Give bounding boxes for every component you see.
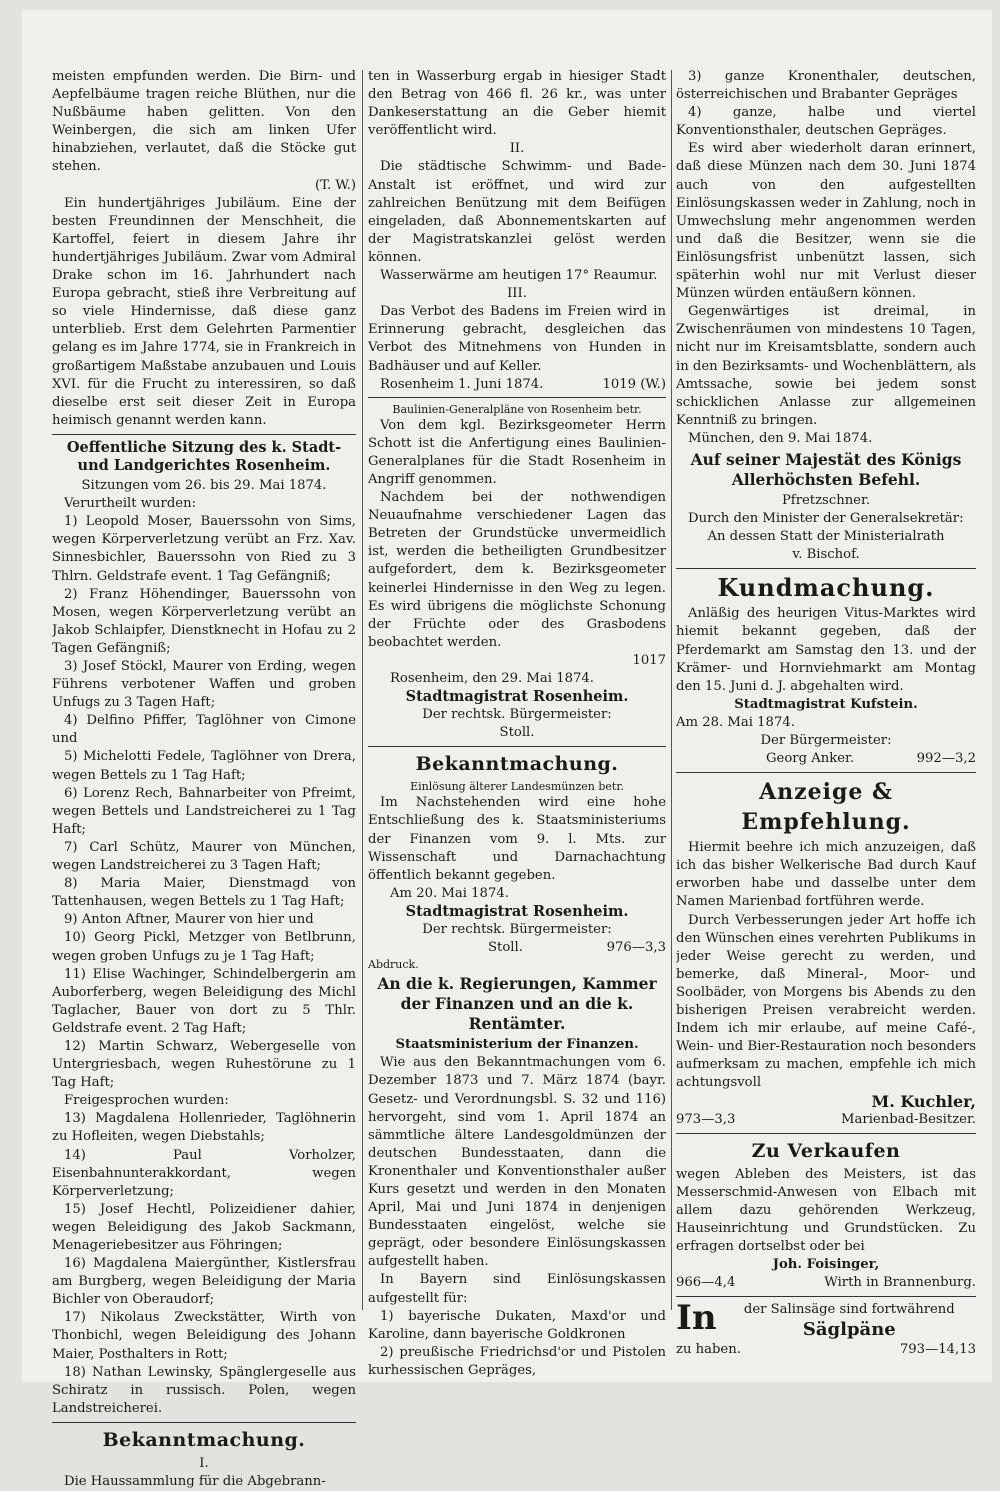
column-2 <box>368 68 666 1380</box>
article-text: Das Verbot des Badens im Freien wird in Erinnerung gebracht, desgleichen das Verbot des Mitnehmens von Hunden in Badhäuser und auf Keller. <box>368 304 666 374</box>
article-text: Gegenwärtiges ist dreimal, in Zwischenräumen von mindestens 10 Tagen, nicht nur im Kreisamtsblatte, sondern auch in den Bezirksamts- und Wochenblättern, als Amtssache, sowie bei jedem sonst schicklichen Anlasse zur allgemeinen Kenntniß zu bringen. <box>676 304 976 428</box>
reference-number: 1019 (W.) <box>602 376 666 392</box>
list-item: 12) Martin Schwarz, Webergeselle von Untergriesbach, wegen Ruhestörune zu 1 Tag Haft; <box>52 1038 356 1091</box>
section-heading: Oeffentliche Sitzung des k. Stadt- und Landgerichtes Rosenheim. <box>66 438 342 474</box>
announcement-heading: Bekanntmachung. <box>415 753 619 776</box>
signatory-name: Georg Anker. <box>766 751 855 767</box>
list-item: 15) Josef Hechtl, Polizeidiener dahier, wegen Beleidigung des Jakob Sackmann, Menageriebesitzer aus Föhringen; <box>52 1201 356 1253</box>
ad-heading: Zu Verkaufen <box>751 1139 901 1162</box>
divider <box>368 397 666 398</box>
announcement-heading: Bekanntmachung. <box>102 1428 306 1451</box>
coin-list <box>368 1308 666 1380</box>
divider <box>368 746 666 747</box>
list-item: 11) Elise Wachinger, Schindelbergerin am Auborferberg, wegen Beleidigung des Michl Taglacher, Bauer von dort zu 5 Thlr. Geldstrafe event. 2 Tag Haft; <box>52 966 356 1036</box>
article-text: Von dem kgl. Bezirksgeometer Herrn Schott ist die Anfertigung eines Baulinien-Generalplanes für die Stadt Rosenheim in Angriff genommen. <box>368 417 666 487</box>
divider <box>52 1422 356 1423</box>
authority-heading: Auf seiner Majestät des Königs Allerhöchsten Befehl. <box>690 449 962 489</box>
column-3 <box>676 68 976 1360</box>
reference-number: 793—14,13 <box>899 1342 976 1358</box>
list-item: 3) ganze Kronenthaler, deutschen, österreichischen und Brabanter Gepräges <box>676 69 976 103</box>
list-item: 8) Maria Maier, Dienstmagd von Tattenhausen, wegen Bettels zu 1 Tag Haft; <box>52 876 356 910</box>
date-text: Am 20. Mai 1874. <box>390 885 509 901</box>
article-text: Hiermit beehre ich mich anzuzeigen, daß ich das bisher Welkerische Bad durch Kauf erworben habe und dasselbe unter dem Namen Marienbad fortführen werde. <box>676 840 976 910</box>
article-text: Ein hundertjähriges Jubiläum. Eine der besten Freundinnen der Menschheit, die Kartoffel, feiert in diesem Jahre ihr hundertjähriges Jubiläum. Zwar vom Admiral Drake schon im 16. Jahrhundert nach Europa gebracht, stieß ihre Verbreitung auf so viele Hindernisse, daß diese ganz unterblieb. Erst dem Gelehrten Parmentier gelang es im Jahre 1774, sie in Frankreich in großartigem Maßstabe anzubauen und Louis XVI. für die Frucht zu interessiren, so daß dieselbe erst seit dieser Zeit in Europa heimisch genannt werden kann. <box>52 195 356 428</box>
list-item: 4) ganze, halbe und viertel Konventionsthaler, deutschen Gepräges. <box>676 105 976 139</box>
verdict-list <box>52 513 356 1092</box>
ad-text: zu haben. <box>676 1342 741 1358</box>
issuer-name: Stadtmagistrat Rosenheim. <box>405 902 629 920</box>
list-item: 1) bayerische Dukaten, Maxd'or und Karoline, dann bayerische Goldkronen <box>368 1308 666 1342</box>
article-text: In Bayern sind Einlösungskassen aufgestellt für: <box>368 1272 666 1306</box>
divider <box>676 1133 976 1134</box>
article-text: Die städtische Schwimm- und Bade-Anstalt ist eröffnet, und wird zur zahlreichen Benützung mit dem Beifügen eingeladen, daß Abonnementskarten auf der Magistratskanzlei gelöst werden können. <box>368 159 666 265</box>
article-text: Im Nachstehenden wird eine hohe Entschließung des k. Staatsministeriums der Finanzen vom 9. l. Mts. zur Wissenschaft und Darnachachtung öffentlich bekannt gegeben. <box>368 795 666 883</box>
ad-item: Säglpäne <box>802 1319 896 1341</box>
list-item: 9) Anton Aftner, Maurer von hier und <box>64 912 314 928</box>
advertiser-role: Wirth in Brannenburg. <box>824 1275 976 1291</box>
author-initials: (T. W.) <box>315 177 356 193</box>
subject-line: Einlösung älterer Landesmünzen betr. <box>410 780 624 794</box>
signatory-name: v. Bischof. <box>792 547 860 563</box>
divider <box>676 772 976 773</box>
ministry-name: Staatsministerium der Finanzen. <box>395 1037 639 1053</box>
list-item: 3) Josef Stöckl, Maurer von Erding, wegen Führens verbotener Waffen und groben Unfugs zu 3 Tagen Haft; <box>52 659 356 711</box>
date-text: Am 28. Mai 1874. <box>676 714 795 730</box>
coin-list <box>676 68 976 140</box>
signature-line <box>676 750 976 768</box>
advertiser-name: M. Kuchler, <box>871 1091 976 1111</box>
list-item: 2) Franz Höhendinger, Bauerssohn von Mosen, wegen Körperverletzung verübt an Jakob Schlaipfer, Dienstknecht in Hofau zu 2 Tagen Gefängniß; <box>52 586 356 656</box>
list-item: 1) Leopold Moser, Bauerssohn von Sims, wegen Körperverletzung verübt an Frz. Xav. Sinnesbichler, Bauerssohn von Ried zu 3 Thlrn. Geldstrafe event. 1 Tag Gefängniß; <box>52 514 356 584</box>
article-text: ten in Wasserburg ergab in hiesiger Stadt den Betrag von 466 fl. 26 kr., was unter Dankeserstattung an die Geber hiemit veröffentlicht wird. <box>368 69 666 139</box>
signature-line <box>368 939 666 957</box>
article-text: Wasserwärme am heutigen 17° Reaumur. <box>380 268 658 284</box>
list-item: 16) Magdalena Maiergünther, Kistlersfrau am Burgberg, wegen Beleidigung der Maria Bichler von Oberaudorf; <box>52 1256 356 1308</box>
signatory-name: Pfretzschner. <box>781 492 871 508</box>
reference-number: 1017 <box>632 652 666 668</box>
label-text: Freigesprochen wurden: <box>64 1093 229 1109</box>
article-text: wegen Ableben des Meisters, ist das Messerschmid-Anwesen von Elbach mit allem dazu gehörenden Werkzeug, Hauseinrichtung und Grundstücken. Zu erfragen dortselbst oder bei <box>676 1166 976 1255</box>
article-text: Es wird aber wiederholt daran erinnert, daß diese Münzen nach dem 30. Juni 1874 auch von den aufgestellten Einlösungskassen weder in Zahlung, noch in Umwechslung mehr angenommen werden und daß die Besitzer, wenn sie die Einlösungsfrist unbenützt lassen, sich späterhin wohl nur mit Verlust dieser Münzen würden entäußern können. <box>676 141 976 302</box>
signature-line <box>676 1111 976 1129</box>
article-text: Durch Verbesserungen jeder Art hoffe ich den Wünschen eines verehrten Publikums in jeder Weise gerecht zu werden, und bemerke, daß Mineral-, Moor- und Soolbäder, von Morgens bis Abends zu den bisherigen Preisen verabreicht werden. Indem ich mir erlaube, auf meine Café-, Wein- und Bier-Restauration noch besonders aufmerksam zu machen, empfehle ich mich achtungsvoll <box>676 912 976 1091</box>
article-text: meisten empfunden werden. Die Birn- und Aepfelbäume tragen reiche Blüthen, nur die Nußbäume haben gelitten. Von den Weinbergen, die sich am linken Ufer hinabziehen, verlautet, daß die Stöcke gut stehen. <box>52 69 356 175</box>
signature-line <box>676 1274 976 1292</box>
signature-line <box>676 1341 976 1359</box>
list-item: 13) Magdalena Hollenrieder, Taglöhnerin zu Hofleiten, wegen Diebstahls; <box>52 1111 356 1145</box>
small-ad <box>676 1298 976 1359</box>
list-item: 18) Nathan Lewinsky, Spänglergeselle aus Schiratz in russisch. Polen, wegen Landstreicherei. <box>52 1364 356 1416</box>
date-text: München, den 9. Mai 1874. <box>688 430 873 446</box>
subject-line: Baulinien-Generalpläne von Rosenheim betr. <box>392 402 642 416</box>
section-number: I. <box>199 1455 209 1471</box>
divider <box>676 568 976 569</box>
list-item: 2) preußische Friedrichsd'or und Pistolen kurhessischen Gepräges, <box>368 1344 666 1378</box>
article-text: Anläßig des heurigen Vitus-Marktes wird hiemit bekannt gegeben, daß der Pferdemarkt am Samstag den 13. und der Krämer- und Hornviehmarkt am Montag den 15. Juni d. J. abgehalten wird. <box>676 606 976 694</box>
reference-number: 966—4,4 <box>676 1275 736 1291</box>
list-item: 17) Nikolaus Zweckstätter, Wirth von Thonbichl, wegen Beleidigung des Johann Maier, Posthalters in Rott; <box>52 1310 356 1362</box>
list-item: 10) Georg Pickl, Metzger von Betlbrunn, wegen groben Unfugs zu je 1 Tag Haft; <box>52 930 356 964</box>
divider <box>52 434 356 435</box>
issuer-name: Stadtmagistrat Kufstein. <box>734 696 918 712</box>
label-text: Durch den Minister der Generalsekretär: <box>688 511 964 527</box>
column-1 <box>52 68 356 1491</box>
column-divider <box>671 70 672 1310</box>
list-item: 5) Michelotti Fedele, Taglöhner von Drera, wegen Bettels zu 1 Tag Haft; <box>52 749 356 783</box>
label-text: Verurtheilt wurden: <box>64 496 197 512</box>
list-item: 6) Lorenz Rech, Bahnarbeiter von Pfreimt, wegen Bettels und Landstreicherei zu 1 Tag Haft; <box>52 785 356 837</box>
notice-heading: Kundmachung. <box>717 573 935 603</box>
signatory-title: Der Bürgermeister: <box>760 733 892 748</box>
reference-number: 992—3,2 <box>916 751 976 767</box>
session-dates: Sitzungen vom 26. bis 29. Mai 1874. <box>81 478 327 494</box>
article-text: Die Haussammlung für die Abgebrann- <box>64 1474 326 1490</box>
signatory-name: Stoll. <box>488 940 523 956</box>
reference-number: 976—3,3 <box>606 940 666 956</box>
acquittal-list <box>52 1110 356 1418</box>
reference-number: 973—3,3 <box>676 1111 736 1127</box>
ad-heading: Anzeige & Empfehlung. <box>741 779 911 836</box>
initial-text: In <box>676 1298 717 1339</box>
dateline <box>368 376 666 394</box>
date-text: Rosenheim 1. Juni 1874. <box>380 376 544 392</box>
signatory-title: Der rechtsk. Bürgermeister: <box>422 707 612 723</box>
signatory-title: Der rechtsk. Bürgermeister: <box>422 922 612 938</box>
newspaper-page <box>22 10 992 1490</box>
column-divider <box>362 70 363 1310</box>
issuer-name: Stadtmagistrat Rosenheim. <box>405 688 629 706</box>
reprint-label: Abdruck. <box>368 958 419 972</box>
section-number: III. <box>507 286 527 302</box>
section-heading: An die k. Regierungen, Kammer der Finanzen und an die k. Rentämter. <box>377 974 657 1034</box>
advertiser-name: Joh. Foisinger, <box>772 1257 880 1273</box>
section-number: II. <box>509 141 525 157</box>
advertiser-role: Marienbad-Besitzer. <box>841 1111 976 1127</box>
divider <box>676 1296 976 1297</box>
list-item: 4) Delfino Pfiffer, Taglöhner von Cimone und <box>52 713 356 747</box>
article-text: Wie aus den Bekanntmachungen vom 6. Dezember 1873 und 7. März 1874 (bayr. Gesetz- und Verordnungsbl. S. 32 und 116) hervorgeht, sind vom 1. April 1874 an sämmtliche ältere Landesgoldmünzen der deutschen Bundesstaaten, dann die Kronenthaler und Konventionsthaler außer Kurs gesetzt und werden in den Monaten April, Mai und Juni 1874 in denjenigen Bundesstaaten eingelöst, welche sie geprägt, oder besondere Einlösungskassen aufgestellt haben. <box>368 1055 666 1270</box>
label-text: An dessen Statt der Ministerialrath <box>707 529 945 545</box>
date-text: Rosenheim, den 29. Mai 1874. <box>390 671 594 686</box>
list-item: 7) Carl Schütz, Maurer von München, wegen Landstreicherei zu 3 Tagen Haft; <box>52 839 356 874</box>
signatory-name: Stoll. <box>499 725 535 741</box>
list-item: 14) Paul Vorholzer, Eisenbahnunterakkordant, wegen Körperverletzung; <box>52 1147 356 1199</box>
article-text: Nachdem bei der nothwendigen Neuaufnahme verschiedener Lagen das Betreten der Grundstücke unvermeidlich ist, werden die betheiligten Grundbesitzer aufgefordert, dem k. Bezirksgeometer keinerlei Hindernisse in den Weg zu legen. Es wird übrigens die möglichste Schonung der Früchte oder des Grasbodens beobachtet werden. <box>368 490 666 650</box>
ad-text: der Salinsäge sind fortwährend <box>743 1302 955 1318</box>
